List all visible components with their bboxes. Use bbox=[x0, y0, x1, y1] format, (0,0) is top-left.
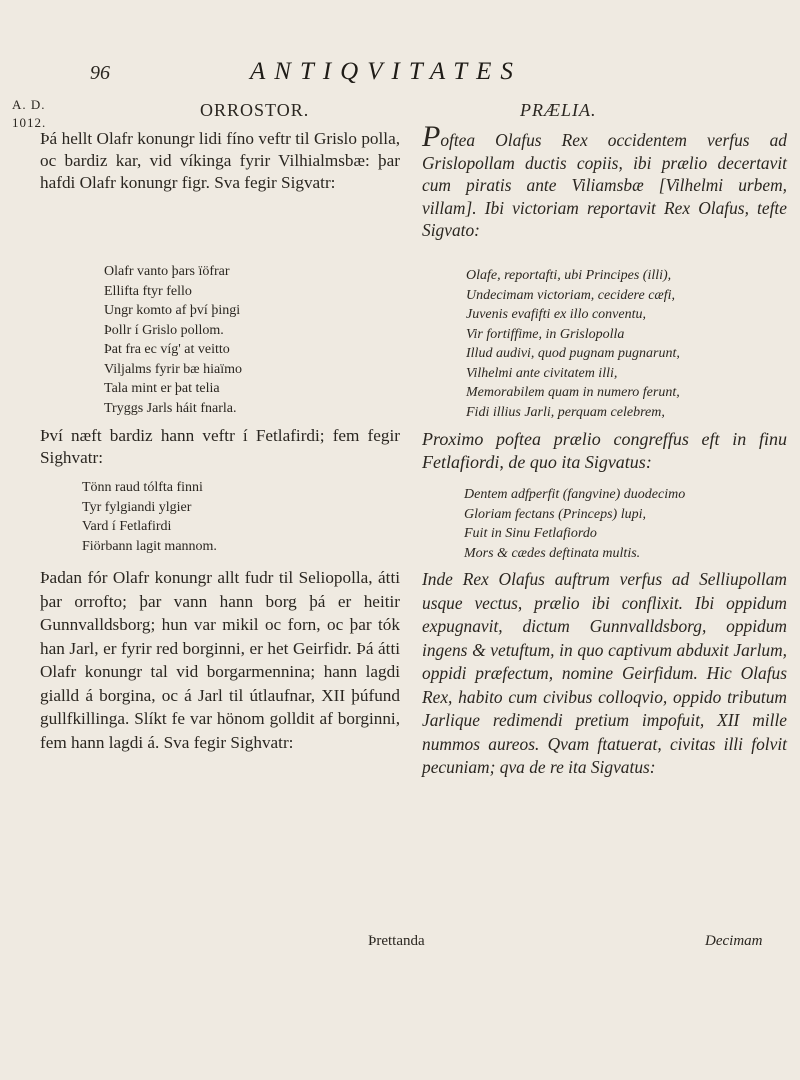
verse-line: Gloriam fectans (Princeps) lupi, bbox=[464, 506, 646, 522]
right-paragraph-1 bbox=[422, 120, 787, 242]
drop-capital: P bbox=[422, 120, 441, 153]
verse-line: Vard í Fetlafirdi bbox=[82, 519, 172, 534]
verse-line: Dentem adfperfit (fangvine) duodecimo bbox=[464, 487, 686, 502]
running-head: ANTIQVITATES bbox=[250, 58, 522, 85]
page-number: 96 bbox=[90, 62, 110, 84]
verse-line: Undecimam victoriam, cecidere cæfi, bbox=[466, 287, 676, 303]
left-paragraph-2: Því næft bardiz hann veftr í Fetlafirdi; fem fegir Sighvatr: bbox=[40, 426, 400, 467]
verse-line: Tala mint er þat telia bbox=[104, 381, 220, 396]
left-verse-2 bbox=[82, 478, 217, 556]
catchword-left: Þrettanda bbox=[368, 933, 425, 949]
verse-line: Fidi illius Jarli, perquam celebrem, bbox=[466, 404, 665, 420]
verse-line: Memorabilem quam in numero ferunt, bbox=[466, 385, 680, 400]
catchword-right: Decimam bbox=[705, 933, 763, 949]
verse-line: Mors & cædes deftinata multis. bbox=[464, 545, 641, 561]
right-verse-2 bbox=[464, 485, 685, 563]
left-paragraph-1: Þá hellt Olafr konungr lidi fíno veftr til Grislo polla, oc bardiz kar, vid víkinga fyrir Vilhialmsbæ: þar hafdi Olafr konungr figr. Sva fegir Sigvatr: bbox=[40, 129, 400, 192]
verse-line: Ungr komto af því þingi bbox=[104, 303, 241, 318]
left-column-heading: ORROSTOR. bbox=[200, 100, 310, 120]
verse-line: Fiörbann lagit mannom. bbox=[82, 538, 217, 554]
right-verse-1 bbox=[466, 266, 680, 422]
margin-note-line: 1012. bbox=[12, 115, 47, 130]
right-paragraph-1-text: oftea Olafus Rex occidentem verfus ad Grislopollam ductis copiis, ibi prælio decertavit cum piratis ante Viliamsbæ [Vilhelmi urbem, villam]. Ibi victoriam reportavit Rex Olafus, tefte Sigvato: bbox=[422, 130, 787, 240]
right-column-heading: PRÆLIA. bbox=[520, 100, 597, 120]
margin-date-note bbox=[12, 96, 46, 132]
verse-line: Þat fra ec víg' at veitto bbox=[104, 342, 230, 357]
right-paragraph-3: Inde Rex Olafus auftrum verfus ad Selliupollam usque vectus, prælio ibi conflixit. Ibi oppidum expugnavit, dictum Gunnvalldsborg, oppidum ingens & vetuftum, in quo captivum abduxit Jarlum, oppidi præfectum, nomine Geirfidum. Hic Olafus Rex, habito cum civibus colloqvio, oppido tributum Jarlique redimendi pretium impofuit, XII mille nummos aureos. Qvam ftatuerat, civitas illi folvit pecuniam; qva de re ita Sigvatus: bbox=[422, 569, 787, 777]
verse-line: Viljalms fyrir bæ hiaïmo bbox=[104, 361, 242, 377]
verse-line: Þollr í Grislo pollom. bbox=[104, 322, 224, 338]
margin-note-line: A. D. bbox=[12, 97, 46, 112]
right-paragraph-2: Proximo poftea prælio congreffus eft in finu Fetlafiordi, de quo ita Sigvatus: bbox=[422, 429, 787, 472]
left-paragraph-3: Þadan fór Olafr konungr allt fudr til Seliopolla, átti þar orrofto; þar vann hann borg þá er heitir Gunnvalldsborg; hun var mikil oc forn, oc þar tók han Jarl, er fyrir red borginni, er het Geirfidr. Þá átti Olafr konungr tal vid borgarmennina; hann lagdi gialld á borgina, oc á Jarl til útlaufnar, XII þúfund gullfkillinga. Slíkt fe var hönom golldit af borginni, fem hann lagdi á. Sva fegir Sighvatr: bbox=[40, 568, 400, 752]
verse-line: Tyr fylgiandi ylgier bbox=[82, 499, 192, 515]
verse-line: Juvenis evafifti ex illo conventu, bbox=[466, 307, 646, 322]
verse-line: Tönn raud tólfta finni bbox=[82, 480, 203, 495]
verse-line: Ellifta ftyr fello bbox=[104, 283, 192, 299]
verse-line: Illud audivi, quod pugnam pugnarunt, bbox=[466, 346, 680, 361]
verse-line: Fuit in Sinu Fetlafiordo bbox=[464, 526, 597, 541]
verse-line: Olafr vanto þars ïöfrar bbox=[104, 264, 230, 279]
verse-line: Olafe, reportafti, ubi Principes (illi), bbox=[466, 268, 672, 283]
verse-line: Vir fortiffime, in Grislopolla bbox=[466, 326, 625, 342]
verse-line: Tryggs Jarls háit fnarla. bbox=[104, 400, 237, 416]
left-verse-1 bbox=[104, 262, 242, 418]
verse-line: Vilhelmi ante civitatem illi, bbox=[466, 365, 618, 381]
